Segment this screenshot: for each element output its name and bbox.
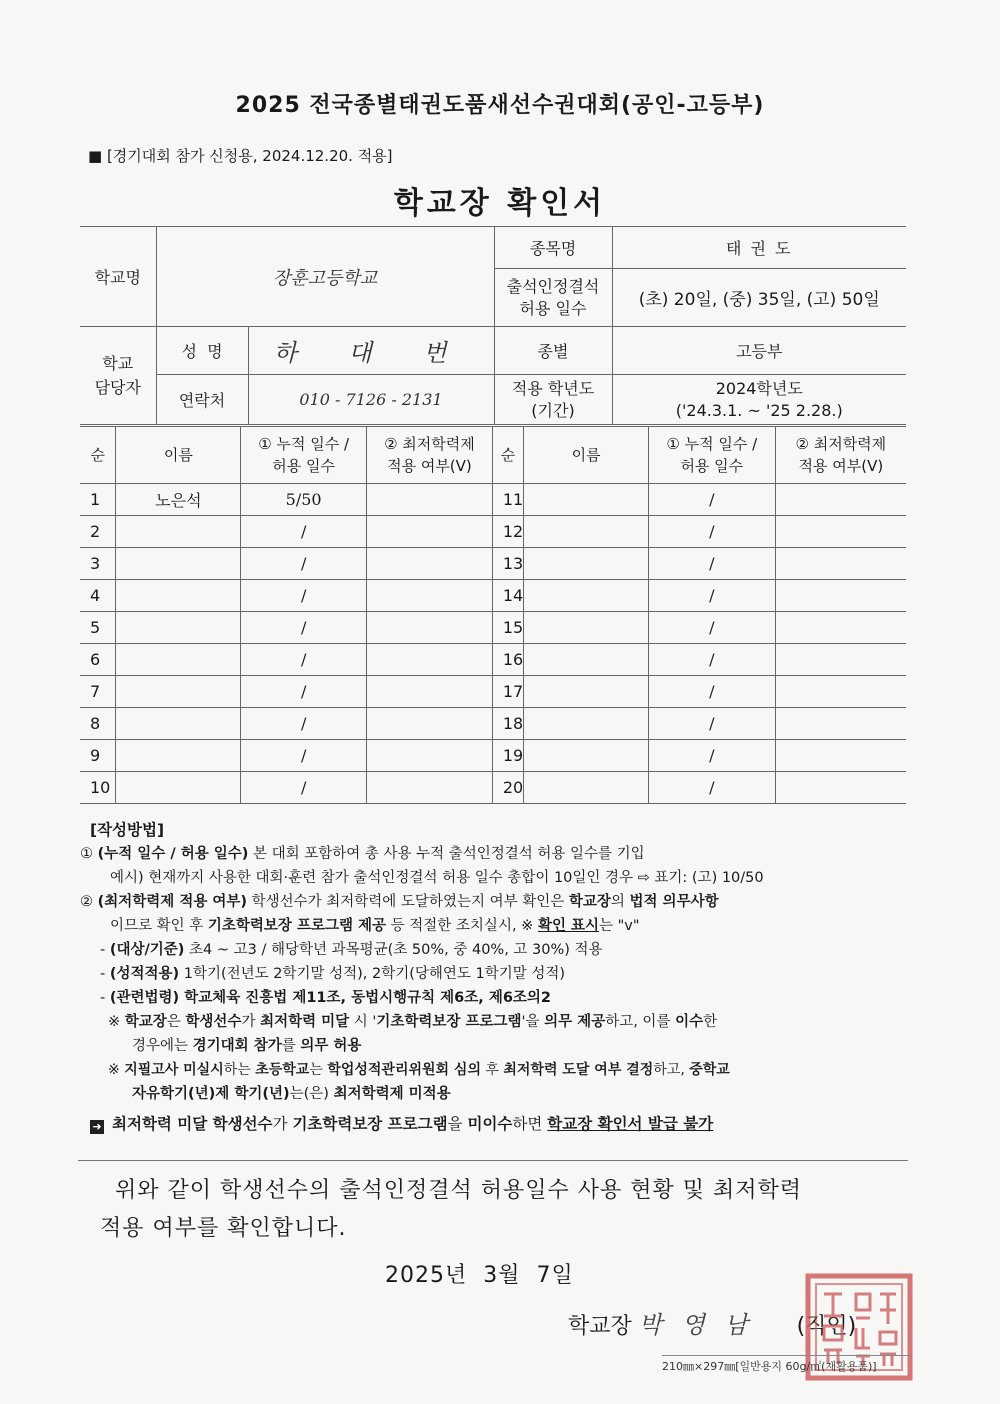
instruction-line-4: 이므로 확인 후 기초학력보장 프로그램 제공 등 적절한 조치실시, ※ 확인 표시는 "v" <box>110 918 640 934</box>
row-cell-min <box>367 772 493 804</box>
row-cell-min <box>775 708 906 740</box>
event-value: 태 권 도 <box>612 227 906 269</box>
row-cell-no: 11 <box>492 484 523 516</box>
row-cell-name <box>524 548 649 580</box>
paper-spec-footer: 210㎜×297㎜[일반용지 60g/㎡(재활용품)] <box>662 1355 912 1374</box>
student-list-table <box>80 426 906 804</box>
row-cell-name <box>116 548 241 580</box>
row-cell-days: / <box>648 676 775 708</box>
instruction-line-5: - (대상/기준) 초4 ~ 고3 / 해당학년 과목평균(초 50%, 중 40%, 고 30%) 적용 <box>100 942 603 958</box>
col-no-header: 순 <box>80 427 116 484</box>
row-cell-min <box>367 644 493 676</box>
form-note: ■ [경기대회 참가 신청용, 2024.12.20. 적용] <box>88 147 393 165</box>
table-row <box>80 676 906 708</box>
divider-line <box>78 1160 908 1161</box>
applied-year-value <box>612 375 906 425</box>
row-cell-no: 16 <box>492 644 523 676</box>
row-cell-no: 9 <box>80 740 116 772</box>
row-cell-no: 19 <box>492 740 523 772</box>
allowed-days-value: (초) 20일, (중) 35일, (고) 50일 <box>612 269 906 327</box>
row-cell-min <box>367 708 493 740</box>
row-cell-min <box>367 548 493 580</box>
table-row <box>80 516 906 548</box>
manager-name-label: 성 명 <box>156 327 248 375</box>
row-cell-name <box>524 484 649 516</box>
row-cell-name <box>524 516 649 548</box>
instruction-line-2: 예시) 현재까지 사용한 대회·훈련 참가 출석인정결석 허용 일수 총합이 10일인 경우 ⇨ 표기: (고) 10/50 <box>110 870 764 886</box>
row-cell-days: / <box>648 484 775 516</box>
col-no-header-2: 순 <box>492 427 523 484</box>
row-cell-min <box>775 740 906 772</box>
row-cell-name <box>524 772 649 804</box>
row-cell-days: / <box>241 772 367 804</box>
row-cell-min <box>367 516 493 548</box>
row-cell-days: / <box>648 708 775 740</box>
writing-instructions <box>80 818 910 1136</box>
row-cell-days: / <box>241 612 367 644</box>
row-cell-days: / <box>648 644 775 676</box>
applied-year: 2024학년도 <box>715 378 803 398</box>
row-cell-no: 13 <box>492 548 523 580</box>
table-row <box>80 612 906 644</box>
row-cell-name: 노은석 <box>116 484 241 516</box>
table-row <box>80 548 906 580</box>
row-cell-min <box>775 612 906 644</box>
row-cell-min <box>367 676 493 708</box>
row-cell-min <box>367 740 493 772</box>
row-cell-no: 3 <box>80 548 116 580</box>
row-cell-min <box>367 612 493 644</box>
allowed-days-label: 출석인정결석 허용 일수 <box>494 269 612 327</box>
instruction-line-12: ➜ 최저학력 미달 학생선수가 기초학력보장 프로그램을 미이수하면 학교장 확인서 발급 불가 <box>80 1112 910 1136</box>
row-cell-name <box>116 740 241 772</box>
row-cell-no: 12 <box>492 516 523 548</box>
row-cell-days: / <box>648 580 775 612</box>
row-cell-min <box>775 772 906 804</box>
instructions-heading: [작성방법] <box>90 821 165 839</box>
row-cell-days: / <box>241 644 367 676</box>
row-cell-days: / <box>241 676 367 708</box>
instruction-line-7: - (관련법령) 학교체육 진흥법 제11조, 동법시행규칙 제6조, 제6조의2 <box>100 990 552 1006</box>
row-cell-min <box>775 548 906 580</box>
principal-title: 학교장 <box>568 1314 632 1339</box>
row-cell-name <box>524 676 649 708</box>
event-label: 종목명 <box>494 227 612 269</box>
row-cell-no: 6 <box>80 644 116 676</box>
row-cell-min <box>367 484 493 516</box>
school-info-table <box>80 226 906 425</box>
row-cell-no: 4 <box>80 580 116 612</box>
applied-year-label: 적용 학년도 (기간) <box>494 375 612 425</box>
instruction-line-8: ※ 학교장은 학생선수가 최저학력 미달 시 '기초학력보장 프로그램'을 의무 제공하고, 이를 이수한 <box>108 1014 718 1030</box>
manager-label: 학교 담당자 <box>80 327 156 425</box>
col-name-header: 이름 <box>116 427 241 484</box>
row-cell-no: 17 <box>492 676 523 708</box>
row-cell-name <box>116 580 241 612</box>
row-cell-name <box>116 612 241 644</box>
row-cell-name <box>116 516 241 548</box>
row-cell-no: 8 <box>80 708 116 740</box>
instruction-line-3: ② (최저학력제 적용 여부) 학생선수가 최저학력에 도달하였는지 여부 확인은 학교장의 법적 의무사항 <box>80 894 719 910</box>
row-cell-days: 5/50 <box>241 484 367 516</box>
table-row <box>80 580 906 612</box>
row-cell-days: / <box>648 772 775 804</box>
confirmation-statement <box>0 1172 1000 1248</box>
row-cell-no: 2 <box>80 516 116 548</box>
row-cell-no: 5 <box>80 612 116 644</box>
row-cell-min <box>775 676 906 708</box>
row-cell-name <box>116 644 241 676</box>
row-cell-no: 15 <box>492 612 523 644</box>
row-cell-days: / <box>648 740 775 772</box>
instruction-line-9: 경우에는 경기대회 참가를 의무 허용 <box>132 1038 362 1054</box>
row-cell-days: / <box>648 516 775 548</box>
row-cell-name <box>116 708 241 740</box>
col-name-header-2: 이름 <box>524 427 649 484</box>
instruction-line-11: 자유학기(년)제 학기(년)는(은) 최저학력제 미적용 <box>132 1086 451 1102</box>
school-name-value: 장훈고등학교 <box>156 227 494 327</box>
instruction-line-6: - (성적적용) 1학기(전년도 2학기말 성적), 2학기(당해연도 1학기말 성적) <box>100 966 566 982</box>
row-cell-days: / <box>241 580 367 612</box>
row-cell-min <box>775 644 906 676</box>
confirmation-line-1: 위와 같이 학생선수의 출석인정결석 허용일수 사용 현황 및 최저학력 <box>115 1178 803 1203</box>
arrow-box-icon: ➜ <box>90 1120 104 1134</box>
row-cell-name <box>116 772 241 804</box>
row-cell-days: / <box>241 740 367 772</box>
row-cell-days: / <box>648 612 775 644</box>
instruction-line-10: ※ 지필고사 미실시하는 초등학교는 학업성적관리위원회 심의 후 최저학력 도달 여부 결정하고, 중학교 <box>108 1062 730 1078</box>
table-row <box>80 772 906 804</box>
division-label: 종별 <box>494 327 612 375</box>
manager-name-value: 하 대 번 <box>248 327 494 375</box>
table-row <box>80 644 906 676</box>
col-days-header: ① 누적 일수 / 허용 일수 <box>241 427 367 484</box>
row-cell-min <box>775 516 906 548</box>
document-title: 학교장 확인서 <box>393 186 607 221</box>
row-cell-no: 18 <box>492 708 523 740</box>
row-cell-days: / <box>241 548 367 580</box>
division-value: 고등부 <box>612 327 906 375</box>
row-cell-days: / <box>241 708 367 740</box>
row-cell-no: 20 <box>492 772 523 804</box>
col-min-header-2: ② 최저학력제 적용 여부(V) <box>775 427 906 484</box>
school-name-label: 학교명 <box>80 227 156 327</box>
row-cell-no: 10 <box>80 772 116 804</box>
confirmation-line-2: 적용 여부를 확인합니다. <box>100 1216 347 1241</box>
student-rows <box>80 484 906 804</box>
instruction-line-1: ① (누적 일수 / 허용 일수) 본 대회 포함하여 총 사용 누적 출석인정결석 허용 일수를 기입 <box>80 846 645 862</box>
row-cell-name <box>524 740 649 772</box>
contact-label: 연락처 <box>156 375 248 425</box>
row-cell-no: 1 <box>80 484 116 516</box>
row-cell-min <box>367 580 493 612</box>
row-cell-days: / <box>648 548 775 580</box>
table-row <box>80 740 906 772</box>
col-days-header-2: ① 누적 일수 / 허용 일수 <box>648 427 775 484</box>
row-cell-name <box>524 708 649 740</box>
issue-date: 2025년 3월 7일 <box>385 1263 574 1288</box>
row-cell-no: 14 <box>492 580 523 612</box>
competition-title: 2025 전국종별태권도품새선수권대회(공인-고등부) <box>235 93 765 118</box>
table-row <box>80 484 906 516</box>
seal-note: (직인) <box>796 1314 857 1339</box>
row-cell-name <box>524 612 649 644</box>
row-cell-no: 7 <box>80 676 116 708</box>
row-cell-name <box>524 644 649 676</box>
row-cell-min <box>775 580 906 612</box>
col-min-header: ② 최저학력제 적용 여부(V) <box>367 427 493 484</box>
row-cell-name <box>524 580 649 612</box>
row-cell-days: / <box>241 516 367 548</box>
applied-period: ('24.3.1. ~ '25 2.28.) <box>675 400 843 420</box>
row-cell-name <box>116 676 241 708</box>
table-row <box>80 708 906 740</box>
row-cell-min <box>775 484 906 516</box>
contact-value: 010 - 7126 - 2131 <box>248 375 494 425</box>
principal-name: 박 영 남 <box>638 1311 754 1339</box>
